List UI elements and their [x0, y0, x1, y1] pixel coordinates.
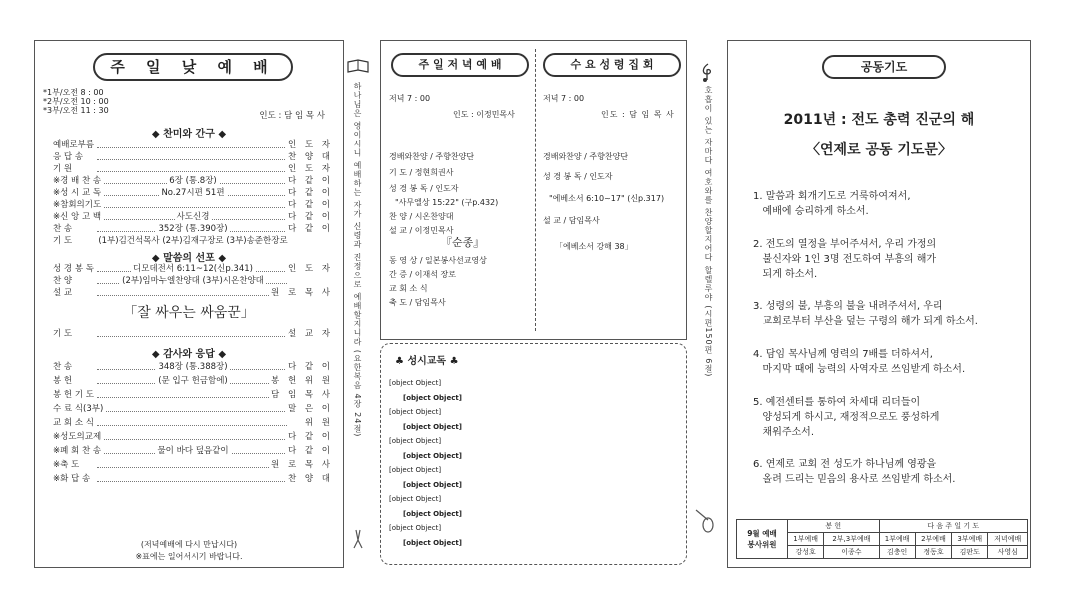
order-detail [53, 275, 333, 287]
reading-line: [object Object] [389, 408, 442, 416]
header-cell: 3부예배 [952, 533, 988, 546]
leader-dots [97, 417, 287, 426]
leader-dots [97, 431, 287, 440]
reading-line: [object Object] [389, 524, 442, 532]
name-cell: 이종수 [824, 546, 879, 559]
reading-line: [object Object] [403, 480, 462, 489]
order-person: 봉 헌 위 원 [271, 376, 333, 386]
order-row [53, 187, 333, 199]
time-1: *1부/오전 8 : 00 [43, 88, 104, 97]
order-detail-text: (문 입구 헌금함에) [158, 376, 228, 386]
wednesday-item: 경배와찬양 / 주향찬양단 [543, 152, 629, 161]
order-label: 설 교 [53, 288, 73, 298]
section-word: ◆ 말씀의 선포 ◆ [151, 253, 227, 264]
order-detail-text: 6장 (통.8장) [169, 176, 217, 186]
wednesday-leader: 인도 : 담 임 목 사 [601, 110, 675, 119]
order-label: ※화 답 송 [53, 474, 91, 484]
violin-icon [694, 508, 718, 534]
order-detail-text: (1부)김건석목사 (2부)김재구장로 (3부)송준한장로 [98, 236, 288, 246]
order-label: 기 원 [53, 164, 73, 174]
reading-line: [object Object] [389, 437, 442, 445]
name-cell: 김충인 [879, 546, 915, 559]
prayer-item: 2. 전도의 열정을 부어주셔서, 우리 가정의 불신자와 1인 3명 전도하여 부흥의 해가 되게 하소서. [753, 239, 937, 280]
order-row [53, 223, 333, 235]
order-row [53, 275, 333, 287]
footer-note-2: ※표에는 일어서시기 바랍니다. [135, 552, 243, 561]
leader-dots [97, 199, 287, 208]
section-praise: ◆ 찬미와 간구 ◆ [151, 129, 227, 140]
reading-line: [object Object] [389, 379, 442, 387]
wednesday-item: 설 교 / 담임목사 [543, 216, 600, 225]
footer-note-1: (저녁예배에 다시 만납시다) [140, 540, 238, 549]
evening-time: 저녁 7 : 00 [389, 94, 431, 103]
vertical-verse-2: 호흡이 있는 자마다 여호와를 찬양할지어다 할렐루야 (시편150편 6절) [704, 86, 713, 378]
responsive-reading-panel [380, 343, 687, 565]
order-row [53, 211, 333, 223]
order-detail-text: No.27시편 51편 [161, 188, 225, 198]
name-cell: 사영심 [988, 546, 1028, 559]
evening-leader: 인도 : 이정민목사 [453, 110, 515, 119]
leader-dots [97, 473, 287, 482]
reading-line: [object Object] [403, 422, 462, 431]
order-row [53, 287, 333, 299]
header-cell: 1부예배 [879, 533, 915, 546]
order-label: 응 답 송 [53, 152, 84, 162]
order-row [53, 417, 333, 429]
prayer-heading-1: 2011년 : 전도 총력 진군의 해 [783, 112, 975, 128]
order-person: 찬 양 대 [287, 474, 333, 484]
evening-item: 축 도 / 담임목사 [389, 298, 446, 307]
reading-line: [object Object] [389, 495, 442, 503]
order-person: 원 로 목 사 [271, 460, 333, 470]
order-label: ※성 시 교 독 [53, 188, 102, 198]
order-row [53, 199, 333, 211]
order-label: 찬 양 [53, 276, 73, 286]
order-person: 다 같 이 [287, 200, 333, 210]
order-person: 원 로 목 사 [271, 288, 333, 298]
order-person: 위 원 [304, 418, 333, 428]
common-prayer-title: 공동기도 [822, 55, 946, 79]
order-person: 다 같 이 [287, 362, 333, 372]
wednesday-item: "에베소서 6:10~17" (신p.317) [549, 194, 665, 203]
reading-title: ♣ 성시교독 ♣ [395, 356, 459, 367]
service-volunteers-table [736, 519, 1028, 559]
header-cell: 2부,3부예배 [824, 533, 879, 546]
leader-dots [97, 403, 287, 412]
evening-item: 동 영 상 / 일본봉사선교영상 [389, 256, 487, 265]
order-row [53, 445, 333, 457]
order-label: 기 도 [53, 236, 73, 246]
leader-dots [97, 151, 287, 160]
order-person: 인 도 자 [287, 264, 333, 274]
order-label: 기 도 [53, 329, 73, 339]
evening-item: 교 회 소 식 [389, 284, 428, 293]
evening-item: 찬 양 / 시온찬양대 [389, 212, 454, 221]
evening-item: 경배와찬양 / 주향찬양단 [389, 152, 475, 161]
order-label: 찬 송 [53, 362, 73, 372]
order-row [53, 459, 333, 471]
order-label: 교 회 소 식 [53, 418, 94, 428]
order-label: 봉 헌 기 도 [53, 390, 94, 400]
leader-dots [97, 139, 287, 148]
common-prayer-panel [727, 40, 1031, 568]
order-label: ※참회의기도 [53, 200, 102, 210]
order-person: 설 교 자 [287, 329, 333, 339]
order-person: 찬 양 대 [287, 152, 333, 162]
prayer-item: 3. 성령의 불, 부흥의 불을 내려주셔서, 우리 교회로부터 부산을 덮는 구령의 해가 되게 하소서. [753, 301, 978, 327]
order-person: 다 같 이 [287, 432, 333, 442]
order-row [53, 328, 333, 340]
order-row [53, 403, 333, 415]
order-detail [53, 235, 333, 247]
order-row [53, 163, 333, 175]
reading-line: [object Object] [403, 451, 462, 460]
wednesday-sermon: 「에베소서 강해 38」 [555, 242, 633, 251]
sermon-title: 「잘 싸우는 싸움꾼」 [123, 305, 255, 321]
order-person: 담 임 목 사 [271, 390, 333, 400]
order-person: 인 도 자 [287, 140, 333, 150]
prayer-item: 4. 담임 목사님께 영력의 7배를 더하셔서, 마지막 때에 능력의 사역자로 쓰임받게 하소서. [753, 349, 966, 375]
evening-item: 간 증 / 이재석 장로 [389, 270, 456, 279]
morning-service-panel [34, 40, 344, 568]
prayer-item: 5. 예전센터를 통하여 차세대 리더들이 양성되게 하시고, 재정적으로도 풍성하게 채워주소서. [753, 397, 940, 438]
header-cell: 1부예배 [788, 533, 824, 546]
time-2: *2부/오전 10 : 00 [43, 97, 109, 106]
morning-service-title: 주 일 낮 예 배 [93, 53, 293, 81]
order-person: 다 같 이 [287, 446, 333, 456]
reading-line: [object Object] [389, 466, 442, 474]
order-person: 다 같 이 [287, 212, 333, 222]
evening-item: 기 도 / 정현희권사 [389, 168, 454, 177]
order-label: ※성도의교제 [53, 432, 102, 442]
order-detail-text: 사도신경 [176, 212, 210, 222]
leader-dots [97, 328, 287, 337]
wednesday-time: 저녁 7 : 00 [543, 94, 585, 103]
order-person: 다 같 이 [287, 176, 333, 186]
name-cell: 강성호 [788, 546, 824, 559]
order-label: 예배로부름 [53, 140, 95, 150]
order-detail-text: (2부)임마누엘찬양대 (3부)시온찬양대 [122, 276, 264, 286]
order-label: ※경 배 찬 송 [53, 176, 102, 186]
name-cell: 김판도 [952, 546, 988, 559]
prayer-item: 1. 말씀과 회개기도로 거룩하여져서, 예배에 승리하게 하소서. [753, 191, 911, 217]
order-label: 봉 헌 [53, 376, 73, 386]
reading-line: [object Object] [403, 538, 462, 547]
order-row [53, 389, 333, 401]
prayer-group: 다 음 주 일 기 도 [879, 520, 1027, 533]
prayer-heading-2: 〈연제로 공동 기도문〉 [806, 142, 952, 158]
leader-dots [97, 459, 287, 468]
evening-item: "사무엘상 15:22" (구p.432) [395, 198, 499, 207]
order-row [53, 139, 333, 151]
header-cell: 저녁예배 [988, 533, 1028, 546]
column-divider [535, 49, 536, 331]
header-cell: 2부예배 [915, 533, 951, 546]
evening-service-title: 주 일 저 녁 예 배 [391, 53, 529, 77]
order-person: 다 같 이 [287, 188, 333, 198]
order-person: 말 은 이 [287, 404, 333, 414]
time-3: *3부/오전 11 : 30 [43, 106, 109, 115]
offering-group: 봉 헌 [788, 520, 880, 533]
order-label: ※축 도 [53, 460, 80, 470]
prayer-item: 6. 연제로 교회 전 성도가 하나님께 영광을 올려 드리는 믿음의 용사로 쓰임받게 하소서. [753, 459, 956, 485]
order-label: 성 경 봉 독 [53, 264, 94, 274]
leader-dots [97, 163, 287, 172]
order-row [53, 175, 333, 187]
order-label: ※신 앙 고 백 [53, 212, 102, 222]
order-label: 수 료 식(3부) [53, 404, 104, 414]
leader-dots [97, 287, 287, 296]
reading-line: [object Object] [403, 393, 462, 402]
order-detail-text: 352장 (통.390장) [158, 224, 228, 234]
evening-item: 성 경 봉 독 / 인도자 [389, 184, 459, 193]
order-row [53, 263, 333, 275]
bible-icon [347, 58, 369, 74]
order-row [53, 361, 333, 373]
order-row [53, 235, 333, 247]
praying-hands-icon [348, 528, 368, 550]
reading-line: [object Object] [403, 509, 462, 518]
wednesday-service-title: 수 요 성 령 집 회 [543, 53, 681, 77]
evening-sermon: 『순종』 [441, 236, 485, 249]
order-detail-text: 물이 바다 덮음같이 [157, 446, 229, 456]
order-label: 찬 송 [53, 224, 73, 234]
order-row [53, 151, 333, 163]
name-cell: 정동호 [915, 546, 951, 559]
order-row [53, 375, 333, 387]
music-note-icon [700, 62, 714, 82]
order-person: 인 도 자 [287, 164, 333, 174]
order-label: ※폐 회 찬 송 [53, 446, 102, 456]
volunteers-label-2: 봉사위원 [747, 540, 777, 549]
order-row [53, 473, 333, 485]
vertical-verse-1: 하나님은 영이시니 예배하는 자가 신령과 진정으로 예배할지니라 (요한복음 4장 24절) [353, 82, 362, 438]
order-detail-text: 348장 (통.388장) [158, 362, 228, 372]
order-detail-text: 디모데전서 6:11~12(신p.341) [133, 264, 253, 274]
section-thanks: ◆ 감사와 응답 ◆ [151, 349, 227, 360]
leader-dots [97, 389, 287, 398]
order-row [53, 431, 333, 443]
volunteers-label-1: 9월 예배 [747, 529, 777, 538]
service-times [43, 87, 109, 116]
wednesday-item: 성 경 봉 독 / 인도자 [543, 172, 613, 181]
order-person: 다 같 이 [287, 224, 333, 234]
evening-and-wednesday-panel [380, 40, 687, 340]
evening-item: 설 교 / 이정민목사 [389, 226, 454, 235]
morning-leader: 인도 : 담 임 목 사 [259, 111, 325, 121]
